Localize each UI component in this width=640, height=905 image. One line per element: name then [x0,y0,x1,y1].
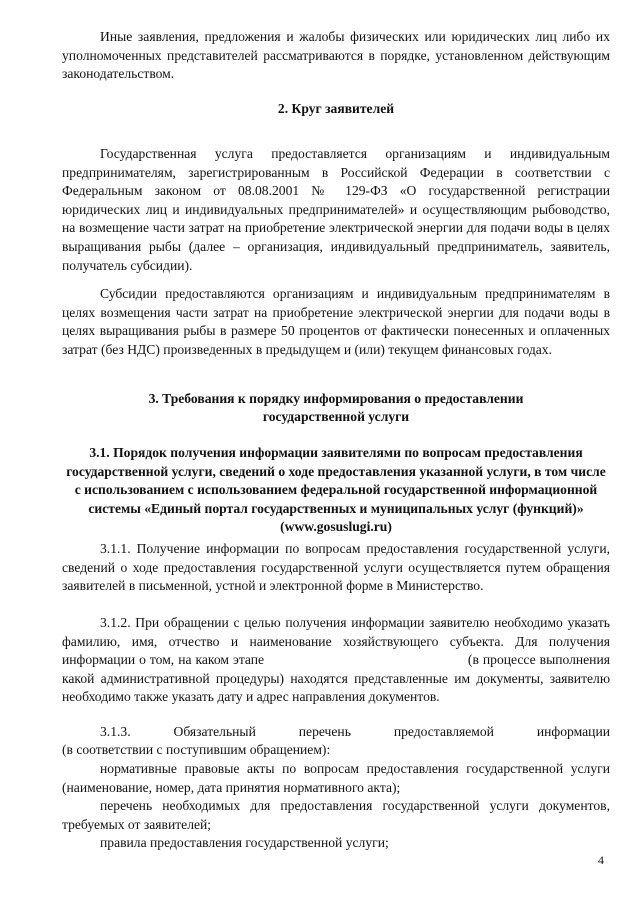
list-item-rules: правила предоставления государственной услуги; [100,835,389,850]
list-item-normative-acts: нормативные правовые акты по вопросам предоставления государственной услуги (наименование, номер, дата принятия нормативного акта); [62,761,610,795]
paragraph-3-1-3-line-2: (в соответствии с поступившим обращением): [62,742,331,757]
list-item-documents: перечень необходимых для предоставления государственной услуги документов, требуемых от заявителей; [62,798,610,832]
intro-paragraph: Иные заявления, предложения и жалобы физических или юридических лиц либо их уполномоченных представителей рассматриваются в порядке, установленном действующим законодательством. [62,29,610,82]
section-2-paragraph-2: Субсидии предоставляются организациям и индивидуальным предпринимателям в целях возмещения части затрат на приобретение электрической энергии для подачи воды в целях выращивания рыбы в размере 50 процентов от фактически понесенных и оплаченных затрат (без НДС) произведенных в предыдущем и (или) текущем финансовых годах. [62,286,610,357]
paragraph-3-1-2: 3.1.2. При обращении с целью получения информации заявителю необходимо указать фамилию, имя, отчество и наименование хозяйствующего субъекта. Для получения информации о том, на каком этапе (в процессе выполнения какой административной процедуры) находятся представленные им документы, заявителю необходимо также указать дату и адрес направления документов. [62,615,614,705]
paragraph-3-1-3-line-1: 3.1.3. Обязательный перечень предоставляемой информации [100,724,610,739]
section-3-heading-line-1: 3. Требования к порядку информирования о предоставлении [148,391,524,406]
section-2-heading: 2. Круг заявителей [277,101,395,116]
section-3-heading-line-2: государственной услуги [262,409,410,424]
subsection-3-1-heading: 3.1. Порядок получения информации заявителями по вопросам предоставления государственной услуги, сведений о ходе предоставления указанной услуги, в том числе с использованием с использованием федеральной государственной информационной системы «Единый портал государственных и муниципальных услуг (функций)» (www.gosuslugi.ru) [66,445,606,535]
paragraph-3-1-1: 3.1.1. Получение информации по вопросам предоставления государственной услуги, сведений о ходе предоставления государственной услуги осуществляется путем обращения заявителей в письменной, устной и электронной форме в Министерство. [62,541,610,594]
page-number: 4 [598,853,604,867]
section-2-paragraph-1: Государственная услуга предоставляется организациям и индивидуальным предпринимателям, зарегистрированным в Российской Федерации в соответствии с Федеральным законом от 08.08.2001 № 129-ФЗ «О государственной регистрации юридических лиц и индивидуальных предпринимателей» и осуществляющим рыбоводство, на возмещение части затрат на приобретение электрической энергии для подачи воды в целях выращивания рыбы (далее – организация, индивидуальный предприниматель, заявитель, получатель субсидии). [62,146,610,273]
